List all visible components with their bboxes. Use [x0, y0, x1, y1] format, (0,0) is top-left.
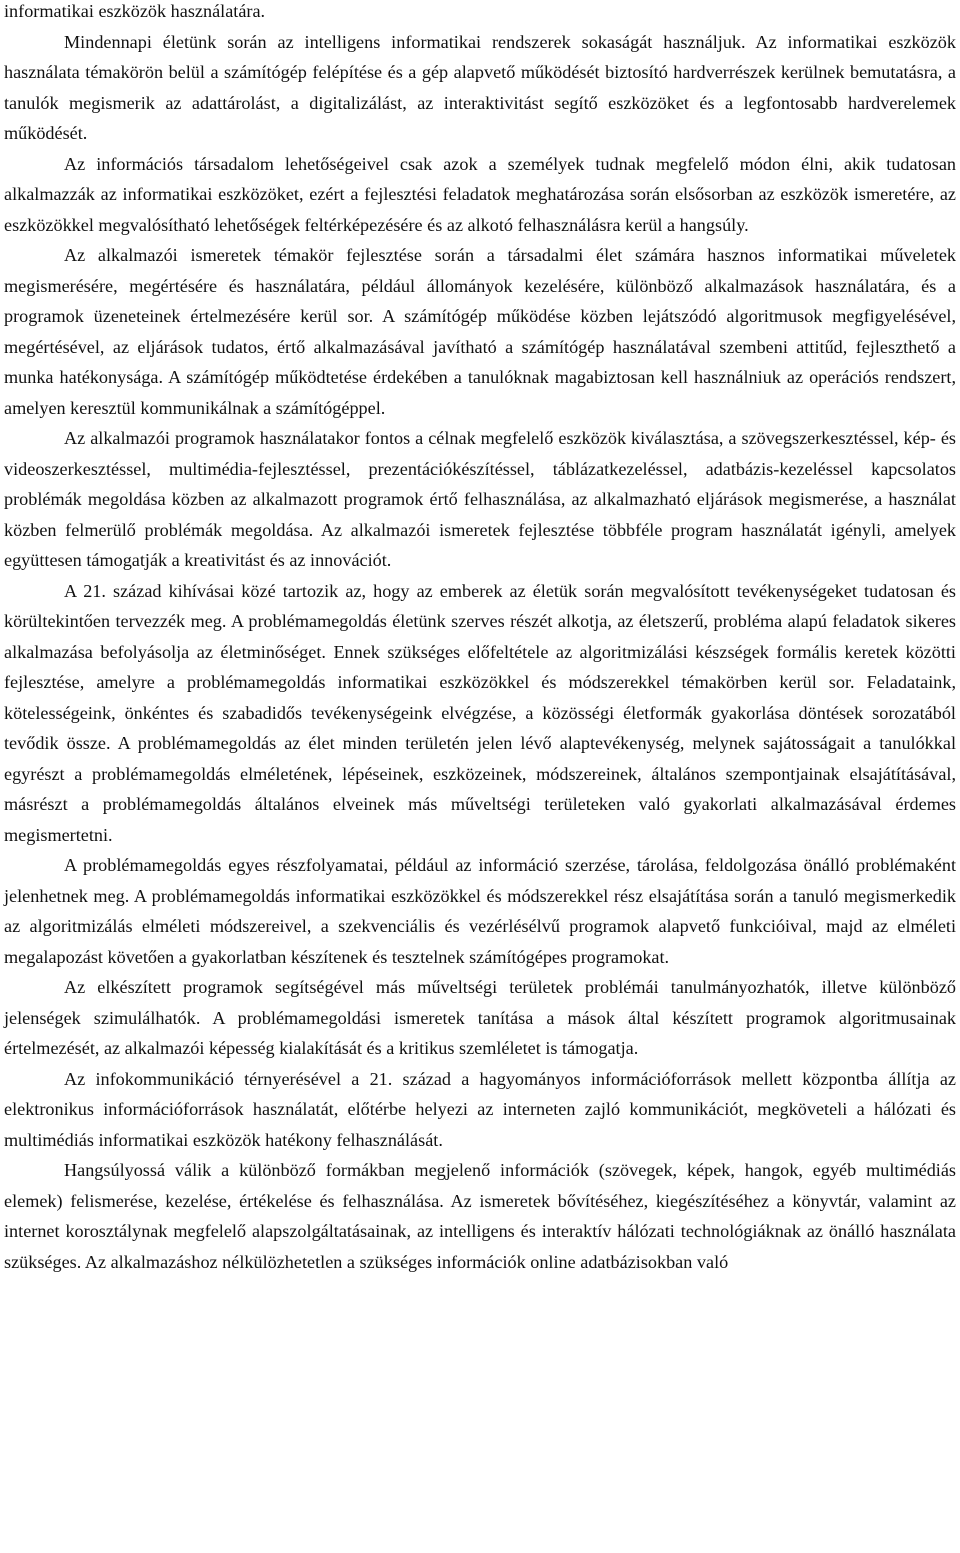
paragraph-infokommunikacio: Az infokommunikáció térnyerésével a 21. század a hagyományos információforrások mellett központba állítja az elektronikus információforrások használatát, előtérbe helyezi az interneten zajló kommunikációt, megköveteli a hálózati és multimédiás informatikai eszközök hatékony felhasználását. — [4, 1068, 956, 1150]
paragraph-problemamegoldas-reszfolyamatai: A problémamegoldás egyes részfolyamatai, például az információ szerzése, tárolása, feldolgozása önálló problémaként jelenhetnek meg. A problémamegoldás informatikai eszközökkel és módszerekkel rész elsajátítása során a tanuló megismerkedik az algoritmizálás elméleti módszereivel, a szekvenciális és vezérlésélvű programok alapvető funkcióival, majd az elméleti megalapozást követően a gyakorlatban készítenek és tesztelnek számítógépes programokat. — [4, 855, 956, 967]
paragraph-elkeszitett-programok: Az elkészített programok segítségével más műveltségi területek problémái tanulmányozhatók, illetve különböző jelenségek szimulálhatók. A problémamegoldási ismeretek tanítása a mások által készített programok algoritmusainak értelmezését, az alkalmazói képesség kialakítását és a kritikus szemléletet is támogatja. — [4, 977, 956, 1058]
document-page — [4, 0, 956, 1277]
paragraph-hangsulyossa-valik: Hangsúlyossá válik a különböző formákban megjelenő információk (szövegek, képek, hangok, egyéb multimédiás elemek) felismerése, kezelése, értékelése és felhasználása. Az ismeretek bővítéséhez, kiegészítéséhez a könyvtár, valamint az internet korosztálynak megfelelő alapszolgáltatásainak, az intelligens és interaktív hálózati technológiáknak az önálló használata szükséges. Az alkalmazáshoz nélkülözhetetlen a szükséges információk online adatbázisokban való — [4, 1160, 956, 1272]
paragraph-informatikai-eszkozok: Mindennapi életünk során az intelligens informatikai rendszerek sokaságát használjuk. Az informatikai eszközök használata témakörön belül a számítógép felépítése és a gép alapvető működését biztosító hardverrészek kerülnek bemutatásra, a tanulók megismerik az adattárolást, a digitalizálást, az interaktivitást segítő eszközöket és a legfontosabb hardverelemek működését. — [4, 31, 956, 143]
paragraph-informacios-tarsadalom: Az információs társadalom lehetőségeivel csak azok a személyek tudnak megfelelő módon élni, akik tudatosan alkalmazzák az informatikai eszközöket, ezért a fejlesztési feladatok meghatározása során elsősorban az eszközök ismeretére, az eszközökkel megvalósítható lehetőségek feltérképezésére és az alkotó felhasználásra kerül a hangsúly. — [4, 153, 956, 235]
paragraph-continuation: informatikai eszközök használatára. — [4, 1, 266, 21]
paragraph-21-szazad-kihivasai: A 21. század kihívásai közé tartozik az, hogy az emberek az életük során megvalósított tevékenységeket tudatosan és körültekintően tervezzék meg. A problémamegoldás életünk szerves részét alkotja, az életszerű, probléma alapú feladatok sikeres alkalmazása befolyásolja az életminőséget. Ennek szükséges előfeltétele az algoritmizálási készségek formális keretek közötti fejlesztése, amelyre a problémamegoldás informatikai eszközökkel és módszerekkel témakörben kerül sor. Feladataink, kötelességeink, önkéntes és szabadidős tevékenységeink elvégzése, a közösségi életformák gyakorlása döntések sorozatából tevődik össze. A problémamegoldás az élet minden területén jelen lévő alaptevékenység, melynek sajátosságait a tanulókkal egyrészt a problémamegoldás elméletének, lépéseinek, eszközeinek, módszereinek, általános szempontjainak elsajátításával, másrészt a problémamegoldás általános elveinek más műveltségi területeken való gyakorlati alkalmazásával érdemes megismertetni. — [4, 580, 956, 845]
paragraph-alkalmazoi-ismeretek: Az alkalmazói ismeretek témakör fejlesztése során a társadalmi élet számára hasznos informatikai műveletek megismerésére, megértésére és használatára, például állományok kezelésére, különböző alkalmazások használatára, és a programok üzeneteinek értelmezésére kerül sor. A számítógép működése közben lejátszódó algoritmusok megfigyelésével, megértésével, az eljárások tudatos, értő alkalmazásával javítható a számítógép használatával szembeni attitűd, fejleszthető a munka hatékonysága. A számítógép működtetése érdekében a tanulóknak magabiztosan kell használniuk az operációs rendszert, amelyen keresztül kommunikálnak a számítógéppel. — [4, 245, 956, 418]
paragraph-alkalmazoi-programok: Az alkalmazói programok használatakor fontos a célnak megfelelő eszközök kiválasztása, a szövegszerkesztéssel, kép- és videoszerkesztéssel, multimédia-fejlesztéssel, prezentációkészítéssel, táblázatkezeléssel, adatbázis-kezeléssel kapcsolatos problémák megoldása közben az alkalmazott programok értő felhasználása, az alkalmazható eljárások megismerése, a használat közben felmerülő problémák megoldása. Az alkalmazói ismeretek fejlesztése többféle program használatát igényli, amelyek együttesen támogatják a kreativitást és az innovációt. — [4, 428, 956, 570]
